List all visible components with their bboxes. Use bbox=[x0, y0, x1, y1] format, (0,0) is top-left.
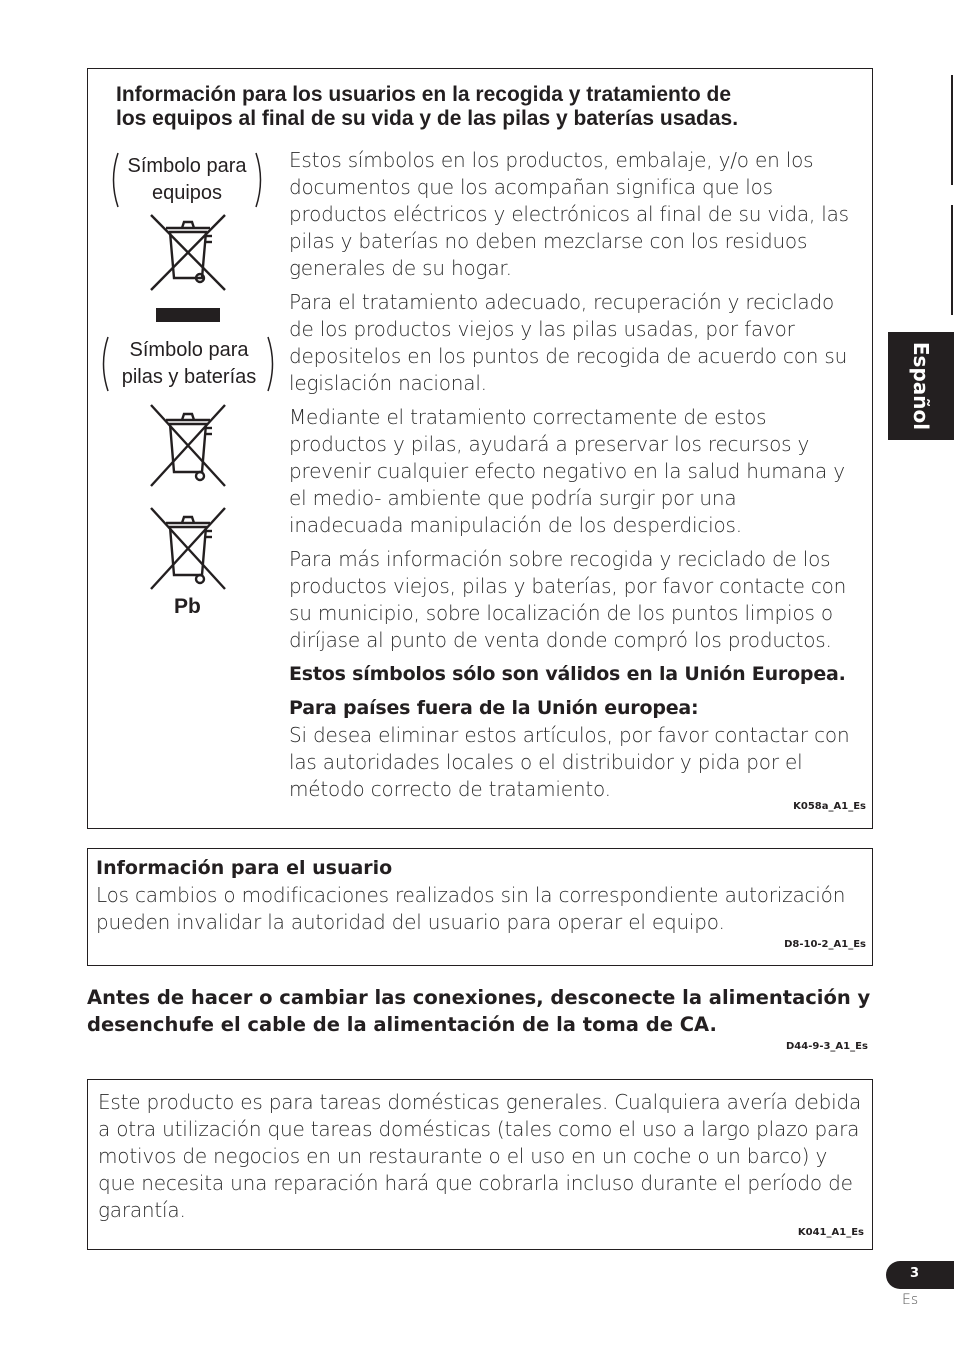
side-rule-top bbox=[951, 75, 953, 185]
page-number-badge bbox=[886, 1261, 954, 1289]
weee-paragraph-2: Para el tratamiento adecuado, recuperación y reciclado de los productos viejos y las pilas usadas, por favor depositelos en los puntos de recogida de acuerdo con su legislación nacional. bbox=[289, 290, 848, 395]
domestic-use-text: Este producto es para tareas domésticas generales. Cualquiera avería debida a otra utilización que tareas domésticas (tales como el uso a largo plazo para motivos de negocios en un restaurante o el uso en un coche o un barco) y que necesita una reparación hará que cobrarla incluso durante el período de garantía. bbox=[98, 1090, 862, 1222]
weee-paragraph-3: Mediante el tratamiento correctamente de estos productos y pilas, ayudará a preservar los recursos y prevenir cualquier efecto negativo en la salud humana y el medio- ambiente que podría surgir por una inadecuada manipulación de los desperdicios. bbox=[289, 405, 845, 537]
page-language-code: Es bbox=[902, 1292, 919, 1308]
user-info-text: Los cambios o modificaciones realizados sin la correspondiente autorización pueden invalidar la autoridad del usuario para operar el equipo. bbox=[96, 883, 846, 934]
weee-code: K058a_A1_Es bbox=[793, 801, 866, 812]
weee-text-column bbox=[289, 147, 855, 810]
weee-paragraph-1: Estos símbolos en los productos, embalaje, y/o en los documentos que los acompañan significa que los productos eléctricos y electrónicos al final de su vida, las pilas y baterías no deben mezclarse con los residuos generales de su hogar. bbox=[289, 148, 849, 280]
domestic-use-box bbox=[87, 1079, 873, 1250]
pb-label: Pb bbox=[174, 595, 201, 618]
connection-warning-code: D44-9-3_A1_Es bbox=[786, 1041, 868, 1052]
crossed-bin-equipment-icon bbox=[148, 212, 228, 324]
connection-warning: Antes de hacer o cambiar las conexiones, desconecte la alimentación y desenchufe el cable de la alimentación de la toma de CA. bbox=[87, 986, 871, 1036]
crossed-bin-batteries-icon bbox=[148, 402, 228, 488]
weee-paragraph-5: Si desea eliminar estos artículos, por favor contactar con las autoridades locales o el distribuidor y pida por el método correcto de tratamiento. bbox=[289, 723, 850, 801]
weee-heading: Información para los usuarios en la recogida y tratamiento de los equipos al final de su vida y de las pilas y baterías usadas. bbox=[116, 83, 739, 130]
weee-outside-eu-heading: Para países fuera de la Unión europea: bbox=[289, 697, 699, 719]
crossed-bin-pb-icon bbox=[148, 505, 228, 591]
paren-right-icon bbox=[266, 335, 278, 393]
weee-info-box bbox=[87, 68, 873, 829]
user-info-heading: Información para el usuario bbox=[96, 857, 393, 879]
batteries-symbol-label: Símbolo para pilas y baterías bbox=[121, 339, 257, 388]
language-tab-label: Español bbox=[909, 341, 933, 431]
paren-right-icon bbox=[254, 151, 266, 209]
language-tab bbox=[888, 332, 954, 440]
domestic-use-code: K041_A1_Es bbox=[797, 1227, 864, 1238]
weee-eu-note: Estos símbolos sólo son válidos en la Unión Europea. bbox=[289, 663, 846, 685]
page-number: 3 bbox=[910, 1266, 920, 1281]
side-rule-middle bbox=[951, 205, 953, 315]
user-info-box bbox=[87, 848, 873, 966]
user-info-code: D8-10-2_A1_Es bbox=[784, 939, 866, 950]
weee-paragraph-4: Para más información sobre recogida y reciclado de los productos viejos, pilas y baterías, por favor contacte con su municipio, sobre localización de los puntos limpios o diríjase al punto de venta donde compró los productos. bbox=[289, 547, 847, 652]
equipment-symbol-label: Símbolo para equipos bbox=[127, 155, 247, 204]
